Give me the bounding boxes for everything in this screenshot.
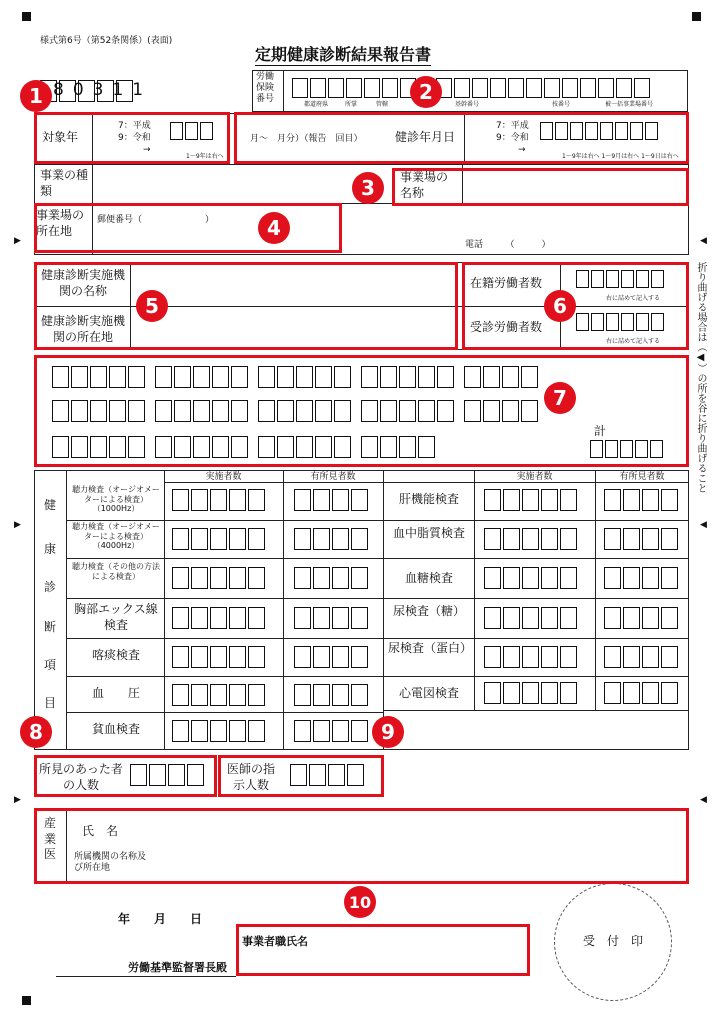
col-found: 有所見者数 (619, 472, 665, 482)
marker-9: 9 (372, 716, 404, 748)
doctor-instruction-label: 医師の指示人数 (226, 762, 275, 792)
note: 右に詰めて記入する (606, 338, 661, 345)
item-cells[interactable] (484, 646, 579, 668)
corner-mark (22, 12, 31, 21)
item-cells[interactable] (294, 607, 370, 629)
item-cells[interactable] (484, 528, 579, 550)
item-label: 心電図検査 (398, 686, 459, 700)
item-label: 胸部エックス線検査 (74, 602, 158, 632)
marker-10: 10 (344, 886, 376, 918)
item-cells[interactable] (604, 567, 680, 589)
highlight-box-4 (34, 203, 342, 253)
fold-marker-icon: ▶ (14, 236, 21, 246)
col-done: 実施者数 (516, 472, 553, 482)
physician-name-label: 氏 名 (82, 824, 119, 838)
side-label: 断 (43, 620, 56, 634)
fold-marker-icon: ◀ (700, 795, 707, 805)
item-label: 尿検査（糖） (392, 604, 465, 618)
item-label: 聴力検査（オージオメーターによる検査）（4000Hz） (72, 522, 160, 551)
item-cells[interactable] (484, 489, 579, 511)
reception-stamp-label: 受 付 印 (582, 934, 643, 948)
side-label: 診 (43, 580, 56, 594)
note: 1〜9年は右へ (186, 153, 224, 160)
era-reiwa: 9：令和 (496, 133, 529, 143)
institution-address-label: 健康診断実施機関の所在地 (40, 314, 125, 344)
item-cells[interactable] (604, 607, 680, 629)
item-cells[interactable] (294, 528, 370, 550)
fold-marker-icon: ◀ (700, 236, 707, 246)
exam-date-label: 健診年月日 (395, 130, 456, 144)
item-cells[interactable] (484, 567, 579, 589)
highlight-box-9 (218, 755, 384, 797)
item-cells[interactable] (484, 682, 579, 704)
date-field: 年 月 日 (118, 912, 203, 926)
period-text: 月〜 月分）（報告 回目） (250, 134, 363, 144)
item-cells[interactable] (294, 684, 370, 706)
chief-label: 労働基準監督署長殿 (128, 961, 227, 974)
marker-3: 3 (352, 172, 384, 204)
era-heisei: 7：平成 (496, 121, 529, 131)
arrow-icon: → (518, 145, 526, 155)
business-type-label: 事業の種類 (40, 168, 89, 198)
item-cells[interactable] (172, 489, 267, 511)
fold-marker-icon: ▶ (14, 520, 21, 530)
phone: 電話 （ ） (465, 240, 551, 250)
corner-mark (22, 996, 31, 1005)
item-cells[interactable] (604, 489, 680, 511)
side-label: 目 (43, 696, 56, 710)
item-cells[interactable] (172, 567, 267, 589)
marker-5: 5 (136, 290, 168, 322)
sub-label: 所掌 (345, 101, 358, 108)
physician-affiliation-label: 所属機関の名称及び所在地 (74, 852, 147, 873)
item-cells[interactable] (294, 720, 370, 742)
sub-label: 都道府県 (304, 101, 329, 108)
highlight-box-7 (34, 355, 689, 467)
item-label: 聴力検査（その他の方法による検査） (72, 562, 160, 581)
item-cells[interactable] (172, 684, 267, 706)
item-label: 血 圧 (91, 686, 140, 700)
era-heisei: 7：平成 (118, 121, 151, 131)
item-cells[interactable] (484, 607, 579, 629)
institution-name-label: 健康診断実施機関の名称 (40, 268, 125, 298)
marker-6: 6 (544, 290, 576, 322)
note: 右に詰めて記入する (606, 295, 661, 302)
item-cells[interactable] (604, 682, 680, 704)
col-done: 実施者数 (205, 472, 242, 482)
highlight-box-10a (34, 808, 689, 884)
total-label: 計 (594, 424, 607, 438)
highlight-box-2 (234, 112, 689, 164)
item-label: 肝機能検査 (398, 492, 459, 506)
marker-2: 2 (410, 76, 442, 108)
item-label: 聴力検査（オージオメーターによる検査）（1000Hz） (72, 485, 160, 514)
business-address-label: 事業場の所在地 (36, 208, 85, 238)
item-cells[interactable] (294, 567, 370, 589)
item-cells[interactable] (294, 646, 370, 668)
arrow-icon: → (143, 145, 151, 155)
findings-label: 所見のあった者の人数 (39, 762, 123, 792)
item-label: 貧血検査 (91, 722, 140, 736)
side-label: 康 (43, 542, 56, 556)
sub-label: 枝番号 (552, 101, 571, 108)
labor-insurance-cells[interactable] (292, 78, 652, 98)
fold-marker-icon: ▶ (14, 795, 21, 805)
form-code-text: 80311 (53, 80, 153, 100)
labor-insurance-label: 労働保険番号 (256, 72, 275, 104)
sub-label: 被一括事業場番号 (605, 101, 654, 108)
note: 1〜9年は右へ 1〜9月は右へ 1〜9日は右へ (562, 153, 679, 160)
examined-workers-label: 受診労働者数 (470, 320, 543, 334)
item-label: 喀痰検査 (91, 648, 140, 662)
item-label: 血中脂質検査 (392, 526, 465, 540)
target-year-label: 対象年 (42, 130, 79, 144)
employer-label: 事業者職氏名 (242, 935, 308, 948)
marker-4: 4 (258, 212, 290, 244)
item-cells[interactable] (604, 528, 680, 550)
item-label: 尿検査（蛋白） (388, 641, 473, 655)
highlight-box-3 (392, 168, 689, 206)
highlight-box-10b (236, 924, 530, 976)
highlight-box-8 (34, 755, 217, 797)
item-cells[interactable] (172, 646, 267, 668)
corner-mark (692, 12, 701, 21)
item-cells[interactable] (172, 720, 267, 742)
sub-label: 管轄 (376, 101, 389, 108)
item-cells[interactable] (172, 528, 267, 550)
era-reiwa: 9：令和 (118, 133, 151, 143)
highlight-box-5 (34, 262, 458, 350)
item-cells[interactable] (604, 646, 680, 668)
postal-code: 郵便番号（ ） (97, 215, 215, 225)
marker-1: 1 (20, 80, 52, 112)
form-number: 様式第6号（第52条関係）(表面) (40, 36, 173, 46)
highlight-box-1 (34, 112, 230, 164)
sub-label: 基幹番号 (455, 101, 480, 108)
page-title: 定期健康診断結果報告書 (255, 42, 431, 66)
physician-side-label: 産業医 (43, 816, 56, 862)
fold-note: 折り曲げる場合は（◀）の所を谷に折り曲げること (695, 262, 706, 493)
marker-7: 7 (544, 382, 576, 414)
enrolled-workers-label: 在籍労働者数 (470, 276, 543, 290)
business-name-label: 事業場の名称 (400, 170, 449, 200)
marker-8: 8 (20, 716, 52, 748)
side-label: 健 (43, 498, 56, 512)
fold-marker-icon: ◀ (700, 520, 707, 530)
item-cells[interactable] (294, 489, 370, 511)
item-label: 血糖検査 (404, 571, 453, 585)
side-label: 項 (43, 658, 56, 672)
item-cells[interactable] (172, 607, 267, 629)
col-found: 有所見者数 (310, 472, 356, 482)
